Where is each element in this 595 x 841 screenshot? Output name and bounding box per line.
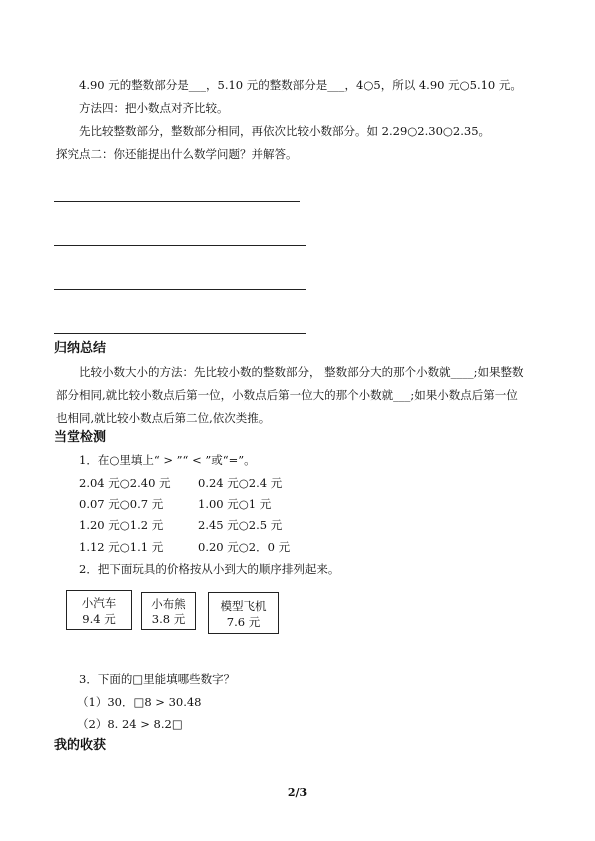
summary-line-2: 部分相同,就比较小数点后第一位，小数点后第一位大的那个小数就___;如果小数点后第一位 [56, 388, 518, 402]
intro-line-2: 方法四：把小数点对齐比较。 [79, 101, 229, 115]
test-heading: 当堂检测 [54, 430, 107, 445]
q1-item: 2.45 元○2.5 元 [198, 518, 283, 532]
toy-price: 3.8 元 [151, 612, 186, 626]
summary-heading: 归纳总结 [54, 341, 107, 356]
toy-card-plane [208, 592, 279, 634]
q1-item: 1.00 元○1 元 [198, 497, 272, 511]
answer-line[interactable] [54, 245, 306, 246]
q1-item: 0.20 元○2．0 元 [198, 540, 291, 554]
toy-price: 7.6 元 [226, 615, 261, 629]
toy-name: 模型飞机 [220, 599, 267, 613]
answer-line[interactable] [54, 333, 306, 334]
toy-card-bear [141, 592, 196, 630]
toy-name: 小布熊 [151, 597, 186, 611]
harvest-heading: 我的收获 [54, 738, 107, 753]
intro-line-3: 先比较整数部分，整数部分相同，再依次比较小数部分。如 2.29○2.30○2.35。 [79, 124, 491, 138]
summary-line-3: 也相同,就比较小数点后第二位,依次类推。 [56, 411, 271, 425]
q1-item: 0.24 元○2.4 元 [198, 476, 283, 490]
toy-card-car [66, 590, 132, 630]
q1-item: 1.12 元○1.1 元 [79, 540, 164, 554]
q3-item: （1）30．□8 > 30.48 [77, 695, 202, 709]
answer-line[interactable] [54, 201, 300, 202]
page-number: 2/3 [287, 786, 308, 799]
intro-line-1: 4.90 元的整数部分是___，5.10 元的整数部分是___，4○5，所以 4.90 元○5.10 元。 [79, 78, 522, 92]
q1-item: 0.07 元○0.7 元 [79, 497, 164, 511]
q3-prompt: 3．下面的□里能填哪些数字？ [79, 672, 236, 686]
q1-item: 1.20 元○1.2 元 [79, 518, 164, 532]
summary-line-1: 比较小数大小的方法：先比较小数的整数部分， 整数部分大的那个小数就____;如果整数 [79, 365, 524, 379]
answer-line[interactable] [54, 289, 306, 290]
q1-prompt: 1．在○里填上“ > ”“ < ”或“=”。 [79, 453, 256, 467]
toy-name: 小汽车 [81, 596, 117, 610]
toy-price: 9.4 元 [82, 612, 116, 626]
explore-prompt: 探究点二：你还能提出什么数学问题？并解答。 [56, 147, 298, 161]
q2-prompt: 2．把下面玩具的价格按从小到大的顺序排列起来。 [79, 562, 340, 576]
q3-item: （2）8. 24 > 8.2□ [77, 717, 183, 731]
q1-item: 2.04 元○2.40 元 [79, 476, 171, 490]
